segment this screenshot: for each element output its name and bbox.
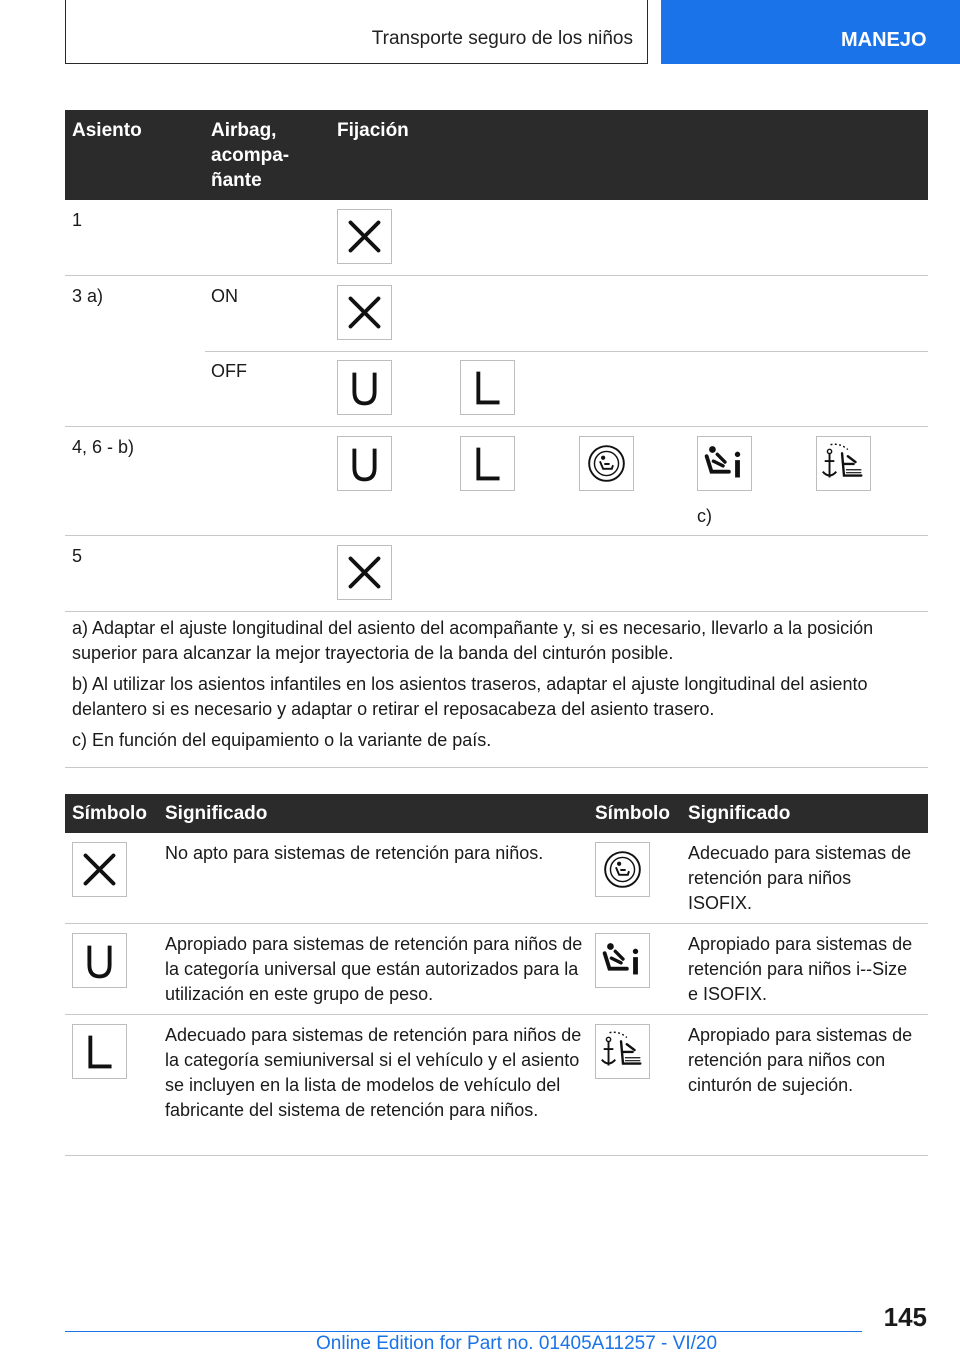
cross-icon — [337, 285, 392, 340]
cross-icon — [72, 842, 127, 897]
universal-u-icon — [337, 436, 392, 491]
header-box — [65, 0, 648, 64]
row-divider — [205, 351, 928, 352]
edition-footer: Online Edition for Part no. 01405A11257 - VI/20 — [316, 1333, 718, 1354]
tether-anchor-seat-icon — [816, 436, 871, 491]
isize-seat-icon — [595, 933, 650, 988]
table-row: 4, 6 - b) c) — [65, 427, 928, 536]
footer-divider — [65, 1331, 862, 1332]
isize-seat-icon — [697, 436, 752, 491]
footnote-a: a) Adaptar el ajuste longitudinal del asiento del acompañante y, si es necesario, llevarlo a la posición superior para alcanzar la mejor trayectoria de la banda del cinturón posible. — [72, 618, 874, 663]
semi-universal-l-icon — [460, 360, 515, 415]
isofix-seat-icon — [595, 842, 650, 897]
cross-icon — [337, 545, 392, 600]
footnote-b: b) Al utilizar los asientos infantiles en los asientos traseros, adaptar el ajuste longitudinal del asiento delantero si es necesario y adaptar o retirar el reposacabeza del asiento trasero. — [72, 674, 868, 719]
header-title: Transporte seguro de los niños — [371, 28, 633, 49]
table-row: 5 — [65, 536, 928, 612]
universal-u-icon — [337, 360, 392, 415]
table-row: 3 a) ON OFF — [65, 276, 928, 427]
col-fijacion: Fijación — [337, 120, 409, 141]
isofix-seat-icon — [579, 436, 634, 491]
col-asiento: Asiento — [72, 120, 142, 141]
section-tab: MANEJO — [661, 0, 960, 64]
table-header — [65, 110, 928, 200]
seat-fixation-table — [65, 110, 928, 612]
table-row: Adecuado para sistemas de retención para niños de la categoría semiuniversal si el vehículo y el asiento se incluyen en la lista de modelos de vehículo del fabricante del sistema de retención para niños. Apropiado para sistemas de retención para niños con cinturón de sujeción. — [65, 1015, 928, 1156]
tether-anchor-seat-icon — [595, 1024, 650, 1079]
col-airbag: Airbag, acompa- ñante — [211, 120, 290, 191]
universal-u-icon — [72, 933, 127, 988]
page-number: 145 — [883, 1302, 927, 1332]
cross-icon — [337, 209, 392, 264]
table-row: Apropiado para sistemas de retención para niños de la categoría universal que están autorizados para la utilización en este grupo de peso. Apropiado para sistemas de retención para niños i--Size e ISOFIX. — [65, 924, 928, 1015]
semi-universal-l-icon — [72, 1024, 127, 1079]
table-row: No apto para sistemas de retención para niños. Adecuado para sistemas de retención para niños ISOFIX. — [65, 833, 928, 924]
semi-universal-l-icon — [460, 436, 515, 491]
footnote-c-marker: c) — [697, 506, 712, 526]
table-header: Símbolo Significado Símbolo Significado — [65, 794, 928, 833]
footnote-c: c) En función del equipamiento o la variante de país. — [72, 730, 492, 750]
table-row: 1 — [65, 200, 928, 276]
symbol-legend-table — [65, 794, 928, 1156]
footnotes — [65, 612, 928, 768]
